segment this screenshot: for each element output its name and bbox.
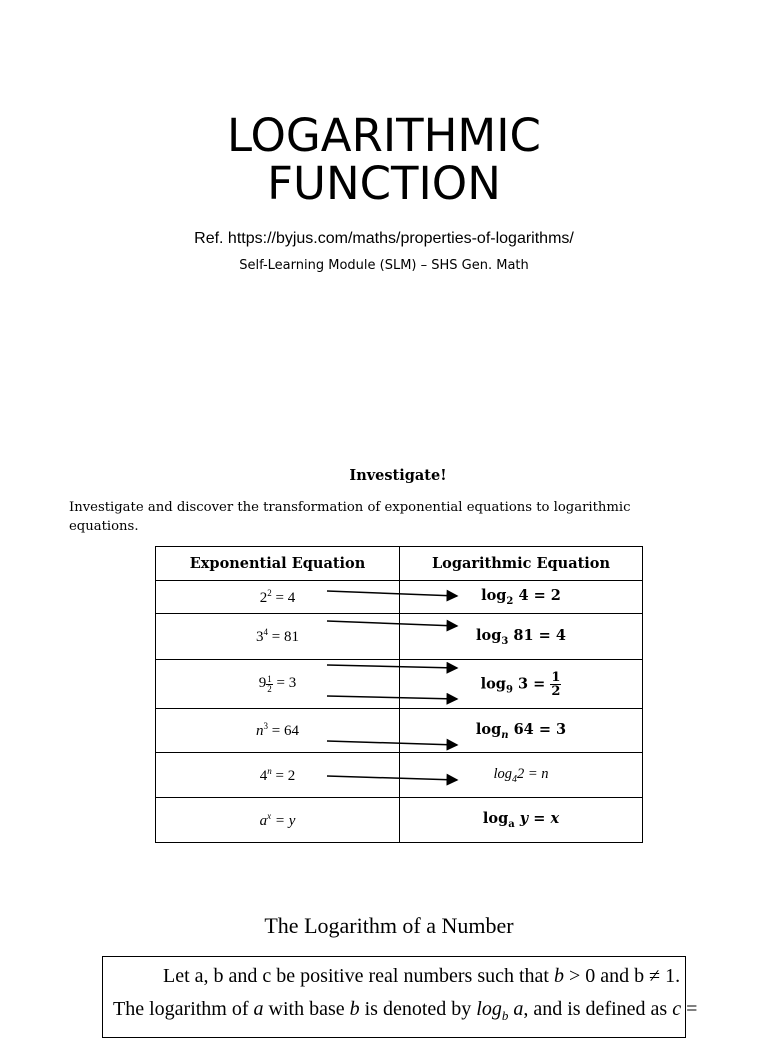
title-line-2: FUNCTION: [267, 157, 501, 210]
exponential-cell: $a^x = y$: [156, 798, 400, 843]
table-row: [156, 798, 643, 843]
logarithmic-cell: $\log_3 81 = 4$: [400, 614, 643, 660]
table-row: [156, 753, 643, 798]
exponential-cell: 4$^n$ = 2: [156, 753, 400, 798]
header-logarithmic: Logarithmic Equation: [400, 547, 643, 581]
instructions-line-1: Investigate and discover the transformation of exponential equations to logarithmic: [69, 500, 631, 515]
header-exponential: Exponential Equation: [156, 547, 400, 581]
title-line-1: LOGARITHMIC: [227, 109, 541, 162]
exponential-cell: $3^4 = 81$: [156, 614, 400, 660]
table-row: [156, 581, 643, 614]
definition-box: [102, 956, 698, 1038]
reference-text: Ref. https://byjus.com/maths/properties-of-logarithms/: [194, 230, 574, 247]
table-row: [156, 660, 643, 709]
table-row: [156, 709, 643, 753]
module-subtitle: Self-Learning Module (SLM) – SHS Gen. Math: [239, 258, 529, 273]
slide-title: [0, 109, 768, 210]
investigate-instructions: [69, 498, 739, 536]
equation-table: [155, 546, 643, 843]
logarithmic-cell: $\log_42 = n$: [400, 753, 643, 798]
exponential-cell: $n^3 = 64$: [156, 709, 400, 753]
exponential-cell: 9 $\frac{1}{2} = 3$: [156, 660, 400, 709]
logarithm-of-number-heading: The Logarithm of a Number: [264, 913, 514, 938]
definition-line-1: Let a, b and c be positive real numbers such that b > 0 and b ≠ 1.: [163, 965, 681, 987]
investigate-heading: Investigate!: [349, 467, 447, 484]
logarithmic-cell: $\log_a y = x$: [400, 798, 643, 843]
logarithmic-cell: $\log_9 3$ = $\frac{1}{2}$: [400, 660, 643, 709]
logarithmic-cell: $\log_2 4 = 2$: [400, 581, 643, 614]
logarithmic-cell: $\log_n 64 = 3$: [400, 709, 643, 753]
instructions-line-2: equations.: [69, 519, 139, 534]
table-row: [156, 614, 643, 660]
exponential-cell: $2^2 = 4$: [156, 581, 400, 614]
definition-line-2: The logarithm of a with base b is denoted by $\log_b a$, and is defined as c =: [113, 998, 698, 1023]
